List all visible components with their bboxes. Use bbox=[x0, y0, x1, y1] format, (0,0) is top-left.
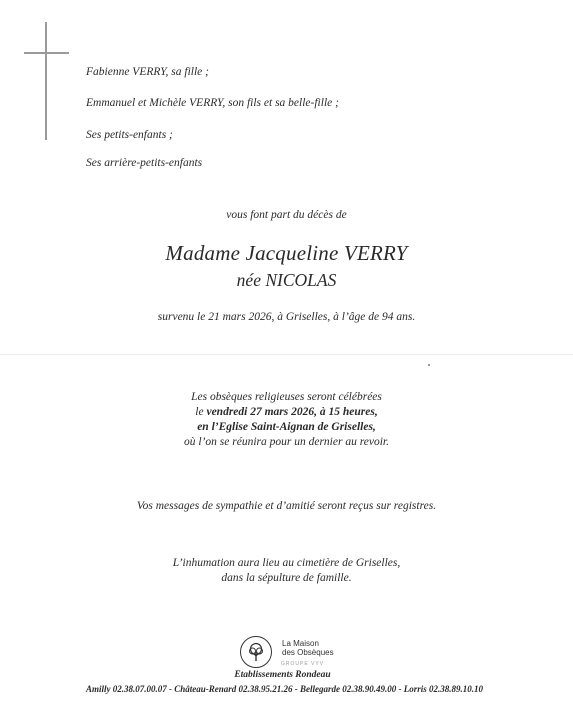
brand-line-2: des Obsèques bbox=[282, 648, 334, 657]
brand-group: GROUPE VYV bbox=[281, 661, 325, 667]
brand-line-1: La Maison bbox=[282, 639, 319, 648]
service-line-1: Les obsèques religieuses seront célébrées bbox=[191, 391, 382, 403]
service-line-2: le vendredi 27 mars 2026, à 15 heures, bbox=[195, 406, 378, 418]
death-details: survenu le 21 mars 2026, à Griselles, à l’âge de 94 ans. bbox=[157, 311, 416, 323]
family-line-2: Emmanuel et Michèle VERRY, son fils et sa belle-fille ; bbox=[86, 97, 339, 109]
funeral-home-contacts: Amilly 02.38.07.00.07 - Château-Renard 02.38.95.21.26 - Bellegarde 02.38.90.49.00 - Lorris 02.38.89.10.10 bbox=[86, 684, 483, 694]
cross-icon-vertical bbox=[45, 22, 47, 140]
cross-icon-horizontal bbox=[24, 52, 69, 54]
burial-line-1: L’inhumation aura lieu au cimetière de Griselles, bbox=[172, 557, 401, 569]
separator bbox=[0, 354, 573, 355]
funeral-home-name: Etablissements Rondeau bbox=[234, 670, 331, 680]
burial-line-2: dans la sépulture de famille. bbox=[221, 572, 352, 584]
family-line-3: Ses petits-enfants ; bbox=[86, 129, 173, 141]
messages-note: Vos messages de sympathie et d’amitié seront reçus sur registres. bbox=[136, 500, 437, 512]
maiden-name: née NICOLAS bbox=[236, 270, 337, 290]
deceased-name: Madame Jacqueline VERRY bbox=[165, 241, 408, 265]
service-line-4: où l’on se réunira pour un dernier au revoir. bbox=[184, 436, 389, 448]
family-line-1: Fabienne VERRY, sa fille ; bbox=[86, 66, 209, 78]
dot-mark bbox=[428, 364, 430, 366]
family-line-4: Ses arrière-petits-enfants bbox=[86, 157, 203, 169]
service-line-3: en l’Eglise Saint-Aignan de Griselles, bbox=[197, 421, 376, 433]
tree-icon bbox=[240, 636, 272, 668]
announcement: vous font part du décès de bbox=[226, 209, 347, 221]
